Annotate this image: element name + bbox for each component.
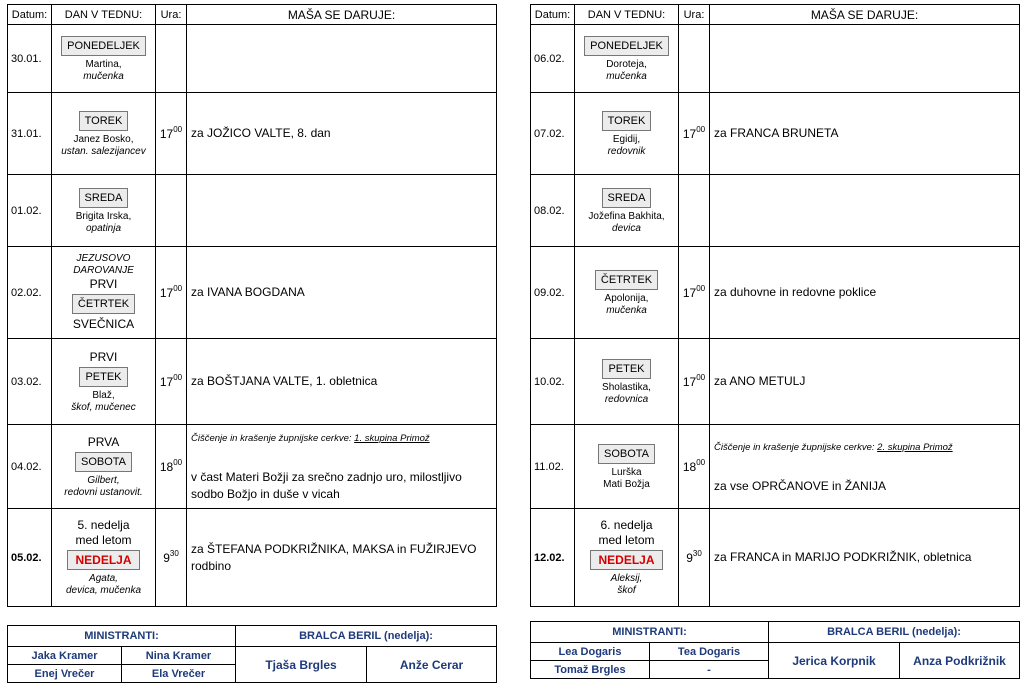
saint-name: Martina, xyxy=(85,59,122,70)
header-row xyxy=(531,5,1020,25)
weekday-badge: ČETRTEK xyxy=(72,294,135,314)
schedule-row xyxy=(531,93,1020,175)
date-cell: 31.01. xyxy=(8,93,52,175)
day-cell xyxy=(575,175,679,247)
sunday-label: 6. nedelja xyxy=(600,518,653,532)
time-hour: 17 xyxy=(159,126,174,141)
day-cell xyxy=(575,339,679,425)
weekday-badge: SREDA xyxy=(602,188,652,208)
feast-line: DAROVANJE xyxy=(73,265,134,276)
header-mass: MAŠA SE DARUJE: xyxy=(710,5,1020,25)
saint-name: Jožefina Bakhita, xyxy=(588,211,665,222)
feast-name: SVEČNICA xyxy=(72,317,135,331)
day-cell xyxy=(52,25,156,93)
saint-name: Janez Bosko, xyxy=(73,134,134,145)
schedule-row xyxy=(531,339,1020,425)
day-cell xyxy=(52,509,156,607)
date-cell: 11.02. xyxy=(531,425,575,509)
cleaning-group: 1. skupina Primož xyxy=(354,433,430,444)
date-cell: 12.02. xyxy=(531,509,575,607)
time-minute: 30 xyxy=(692,548,702,558)
mass-intention: za vse OPRČANOVE in ŽANIJA xyxy=(714,478,887,493)
mass-intention: za BOŠTJANA VALTE, 1. obletnica xyxy=(191,374,378,388)
reader-name: Anže Cerar xyxy=(367,647,497,683)
schedule-week-1 xyxy=(7,4,497,680)
day-cell xyxy=(575,93,679,175)
day-cell xyxy=(52,339,156,425)
time-minute: 00 xyxy=(696,372,706,382)
time-hour: 18 xyxy=(682,459,697,474)
mass-intention: za IVANA BOGDANA xyxy=(191,285,305,299)
saint-title: škof, mučenec xyxy=(71,401,136,413)
schedule-row xyxy=(531,425,1020,509)
ministrant-name: Jaka Kramer xyxy=(8,647,122,665)
mass-intention: za JOŽICO VALTE, 8. dan xyxy=(191,126,331,140)
time-cell xyxy=(156,425,187,509)
ministrant-name: Ela Vrečer xyxy=(122,665,236,683)
header-day: DAN V TEDNU: xyxy=(52,5,156,25)
schedule-table xyxy=(530,4,1020,607)
date-cell: 05.02. xyxy=(8,509,52,607)
time-cell xyxy=(679,93,710,175)
weekday-badge: PETEK xyxy=(79,367,127,387)
saint-title: mučenka xyxy=(83,71,124,82)
schedule-row xyxy=(8,175,497,247)
saint-title: mučenka xyxy=(606,71,647,82)
time-cell xyxy=(679,339,710,425)
time-minute: 00 xyxy=(173,124,183,134)
time-cell xyxy=(156,509,187,607)
time-minute: 00 xyxy=(173,283,183,293)
time-hour: 17 xyxy=(682,285,697,300)
mass-cell xyxy=(710,247,1020,339)
schedule-table xyxy=(7,4,497,607)
ministrant-name: Tomaž Brgles xyxy=(531,661,650,679)
weekday-badge: SREDA xyxy=(79,188,129,208)
schedule-row xyxy=(8,509,497,607)
day-cell xyxy=(52,93,156,175)
mass-cell xyxy=(187,425,497,509)
ministrant-name: Nina Kramer xyxy=(122,647,236,665)
time-cell xyxy=(679,247,710,339)
date-cell: 07.02. xyxy=(531,93,575,175)
mass-cell xyxy=(187,25,497,93)
time-minute: 00 xyxy=(696,457,706,467)
saint-title: Aleksij, xyxy=(610,573,643,584)
day-cell xyxy=(52,247,156,339)
schedule-row xyxy=(8,425,497,509)
time-minute: 00 xyxy=(173,457,183,467)
time-minute: 00 xyxy=(696,124,706,134)
sunday-label: med letom xyxy=(598,533,655,547)
mass-cell xyxy=(187,247,497,339)
saint-title: redovni ustanovit. xyxy=(64,486,143,498)
day-cell xyxy=(52,425,156,509)
first-label: PRVI xyxy=(89,349,118,364)
weekday-badge: NEDELJA xyxy=(590,550,662,570)
reader-name: Anza Podkrižnik xyxy=(900,643,1020,679)
saint-title: opatinja xyxy=(85,223,122,234)
date-cell: 06.02. xyxy=(531,25,575,93)
saint-title: škof xyxy=(617,585,636,596)
day-cell xyxy=(52,175,156,247)
time-cell xyxy=(156,339,187,425)
date-cell: 30.01. xyxy=(8,25,52,93)
schedule-row xyxy=(531,25,1020,93)
weekday-badge: PETEK xyxy=(602,359,650,379)
mass-cell xyxy=(710,25,1020,93)
reader-name: Tjaša Brgles xyxy=(236,647,367,683)
first-label: PRVA xyxy=(87,434,120,449)
header-day: DAN V TEDNU: xyxy=(575,5,679,25)
cleaning-group: 2. skupina Primož xyxy=(877,441,953,453)
time-cell xyxy=(679,25,710,93)
feast-line: JEZUSOVO xyxy=(76,253,131,264)
header-time: Ura: xyxy=(156,5,187,25)
time-hour: 9 xyxy=(163,550,170,565)
mass-cell xyxy=(187,93,497,175)
mass-intention: za duhovne in redovne poklice xyxy=(714,285,877,299)
mass-intention: za FRANCA in MARIJO PODKRIŽNIK, obletnica xyxy=(714,550,972,564)
saint-name: Doroteja, xyxy=(606,59,647,70)
weekday-badge: TOREK xyxy=(79,111,129,131)
mass-cell xyxy=(187,509,497,607)
cleaning-note xyxy=(714,439,1019,456)
weekday-badge: TOREK xyxy=(602,111,652,131)
saint-title: Gilbert, xyxy=(87,474,120,486)
weekday-badge: ČETRTEK xyxy=(595,270,658,290)
mass-intention: za ANO METULJ xyxy=(714,374,806,388)
schedule-row xyxy=(531,175,1020,247)
mass-cell xyxy=(710,509,1020,607)
date-cell: 04.02. xyxy=(8,425,52,509)
cleaning-text: Čiščenje in krašenje župnijske cerkve: xyxy=(714,441,878,453)
saint-title: devica xyxy=(612,223,641,234)
saint-title: Agata, xyxy=(89,573,118,584)
day-cell xyxy=(575,25,679,93)
saint-title: redovnica xyxy=(604,394,649,405)
saint-name: Lurška xyxy=(611,467,642,478)
schedule-row xyxy=(8,25,497,93)
mass-cell xyxy=(710,175,1020,247)
header-time: Ura: xyxy=(679,5,710,25)
first-label: PRVI xyxy=(89,277,118,291)
schedule-row xyxy=(8,93,497,175)
bralca-label: BRALCA BERIL (nedelja): xyxy=(236,626,497,647)
weekday-badge: NEDELJA xyxy=(67,550,139,570)
roster-table xyxy=(7,625,497,683)
weekday-badge: PONEDELJEK xyxy=(61,36,146,56)
saint-name: Mati Božja xyxy=(603,479,650,490)
mass-cell xyxy=(187,175,497,247)
schedule-row xyxy=(531,509,1020,607)
saint-title: redovnik xyxy=(607,146,646,157)
schedule-week-2 xyxy=(530,4,1020,676)
ministranti-label: MINISTRANTI: xyxy=(531,622,769,643)
day-cell xyxy=(575,247,679,339)
saint-title: mučenka xyxy=(606,305,647,316)
header-mass: MAŠA SE DARUJE: xyxy=(187,5,497,25)
bralca-label: BRALCA BERIL (nedelja): xyxy=(769,622,1020,643)
saint-name: Blaž, xyxy=(92,389,115,401)
date-cell: 10.02. xyxy=(531,339,575,425)
roster-table xyxy=(530,621,1020,679)
time-cell xyxy=(156,247,187,339)
mass-cell xyxy=(710,93,1020,175)
sunday-label: 5. nedelja xyxy=(77,518,130,532)
mass-cell xyxy=(187,339,497,425)
time-cell xyxy=(156,25,187,93)
header-date: Datum: xyxy=(8,5,52,25)
time-minute: 00 xyxy=(173,372,183,382)
header-row xyxy=(8,5,497,25)
cleaning-text: Čiščenje in krašenje župnijske cerkve: xyxy=(191,433,355,444)
saint-title: ustan. salezijancev xyxy=(61,146,146,157)
weekday-badge: PONEDELJEK xyxy=(584,36,669,56)
weekday-badge: SOBOTA xyxy=(75,452,132,472)
mass-intention: za ŠTEFANA PODKRIŽNIKA, MAKSA in FUŽIRJEVO rodbino xyxy=(191,541,477,573)
reader-name: Jerica Korpnik xyxy=(769,643,900,679)
saint-name: Sholastika, xyxy=(602,382,651,393)
time-hour: 17 xyxy=(159,285,174,300)
schedule-row xyxy=(8,247,497,339)
date-cell: 01.02. xyxy=(8,175,52,247)
saint-name: Egidij, xyxy=(612,134,641,145)
ministrant-name: Lea Dogaris xyxy=(531,643,650,661)
time-hour: 17 xyxy=(682,374,697,389)
saint-name: Apolonija, xyxy=(604,293,649,304)
schedule-row xyxy=(8,339,497,425)
date-cell: 02.02. xyxy=(8,247,52,339)
header-date: Datum: xyxy=(531,5,575,25)
ministrant-name: - xyxy=(650,661,769,679)
day-cell xyxy=(575,425,679,509)
mass-intention: v čast Materi Božji za srečno zadnjo uro, milostljivo sodbo Božjo in duše v vicah xyxy=(191,470,462,501)
mass-cell xyxy=(710,339,1020,425)
mass-intention: za FRANCA BRUNETA xyxy=(714,126,839,140)
saint-title: devica, mučenka xyxy=(65,585,142,596)
ministrant-name: Enej Vrečer xyxy=(8,665,122,683)
time-cell xyxy=(156,175,187,247)
day-cell xyxy=(575,509,679,607)
ministrant-name: Tea Dogaris xyxy=(650,643,769,661)
time-minute: 00 xyxy=(696,283,706,293)
time-hour: 17 xyxy=(682,126,697,141)
date-cell: 08.02. xyxy=(531,175,575,247)
date-cell: 03.02. xyxy=(8,339,52,425)
time-cell xyxy=(679,509,710,607)
time-minute: 30 xyxy=(169,548,179,558)
ministranti-label: MINISTRANTI: xyxy=(8,626,236,647)
time-cell xyxy=(679,425,710,509)
saint-name: Brigita Irska, xyxy=(75,211,132,222)
date-cell: 09.02. xyxy=(531,247,575,339)
weekday-badge: SOBOTA xyxy=(598,444,655,464)
cleaning-note xyxy=(191,430,496,447)
mass-cell xyxy=(710,425,1020,509)
time-hour: 9 xyxy=(686,550,693,565)
time-hour: 18 xyxy=(159,459,174,474)
schedule-row xyxy=(531,247,1020,339)
time-cell xyxy=(156,93,187,175)
sunday-label: med letom xyxy=(75,533,132,547)
time-cell xyxy=(679,175,710,247)
time-hour: 17 xyxy=(159,374,174,389)
